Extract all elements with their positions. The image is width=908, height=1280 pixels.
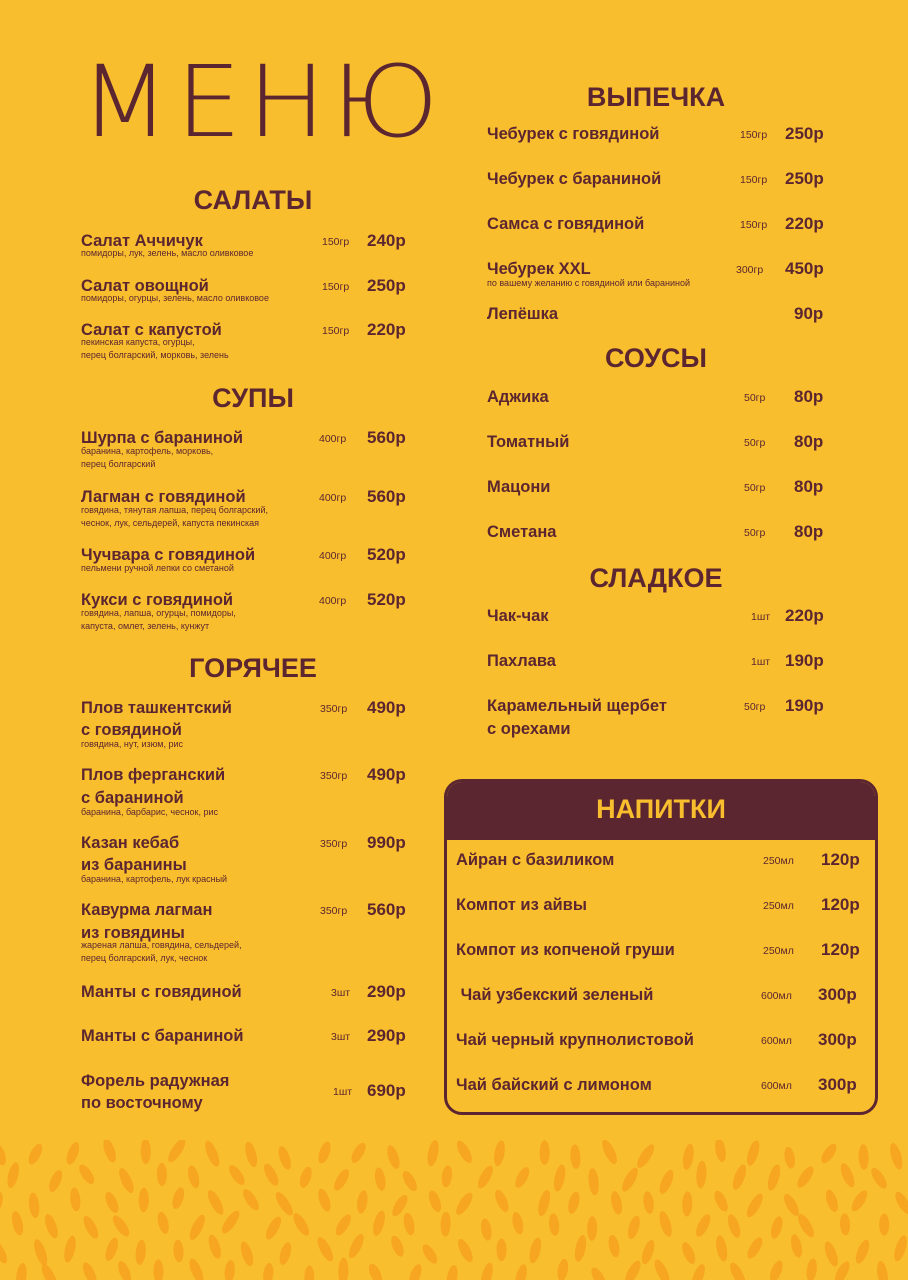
rice-grain-decoration: [349, 1141, 369, 1165]
rice-grain-decoration: [42, 1213, 60, 1240]
rice-grain-decoration: [693, 1212, 713, 1239]
rice-grain-decoration: [556, 1258, 570, 1280]
rice-grain-decoration: [689, 1262, 708, 1280]
rice-grain-decoration: [536, 1189, 553, 1217]
rice-grain-decoration: [548, 1213, 560, 1237]
rice-grain-decoration: [441, 1165, 454, 1188]
item-price: 290р: [367, 982, 406, 1001]
item-description: баранина, барбарис, чеснок, рис: [81, 807, 219, 817]
item-name: Плов ташкентский: [81, 699, 232, 717]
item-weight: 3шт: [331, 987, 351, 999]
rice-grain-decoration: [0, 1142, 8, 1167]
item-price: 990р: [367, 833, 406, 852]
item-name: Манты с бараниной: [81, 1027, 244, 1045]
item-weight: 50гр: [744, 437, 766, 449]
rice-grain-decoration: [440, 1211, 451, 1236]
item-name: Самса с говядиной: [487, 215, 645, 233]
section-salads-heading: САЛАТЫ: [193, 185, 313, 215]
rice-grain-decoration: [849, 1188, 870, 1214]
rice-grain-decoration: [139, 1188, 149, 1213]
item-description: перец болгарский, лук, чеснок: [81, 953, 208, 963]
rice-grain-decoration: [46, 1168, 64, 1193]
rice-grain-decoration: [277, 1241, 293, 1266]
rice-grain-decoration: [80, 1260, 99, 1280]
item-weight: 350гр: [320, 770, 348, 782]
rice-grain-decoration: [622, 1258, 643, 1280]
rice-grain-decoration: [769, 1215, 785, 1240]
rice-grain-decoration: [626, 1214, 643, 1240]
rice-grain-decoration: [712, 1189, 731, 1214]
item-price: 560р: [367, 428, 406, 447]
rice-grain-decoration: [573, 1234, 588, 1263]
rice-grain-decoration: [426, 1189, 443, 1214]
rice-grain-decoration: [400, 1169, 420, 1193]
rice-grain-decoration: [316, 1187, 333, 1213]
item-name: по восточному: [81, 1094, 203, 1112]
item-weight: 150гр: [322, 236, 350, 248]
rice-grain-decoration: [822, 1240, 840, 1268]
item-name: Чак-чак: [487, 607, 549, 625]
rice-grain-decoration: [455, 1237, 476, 1264]
rice-grain-decoration: [513, 1165, 533, 1190]
item-name: Казан кебаб: [81, 834, 180, 852]
item-name: Пахлава: [487, 652, 556, 670]
item-name: Лагман с говядиной: [81, 488, 246, 506]
rice-grain-decoration: [879, 1214, 889, 1236]
item-price: 220р: [785, 214, 824, 233]
item-volume: 250мл: [763, 945, 794, 957]
rice-grain-decoration: [599, 1140, 620, 1166]
rice-grain-decoration: [81, 1214, 102, 1241]
rice-grain-decoration: [170, 1186, 186, 1210]
rice-grain-decoration: [226, 1163, 247, 1188]
item-volume: 600мл: [761, 1035, 792, 1047]
grain-pattern-decoration: [0, 1140, 908, 1280]
rice-grain-decoration: [642, 1191, 655, 1215]
rice-grain-decoration: [224, 1260, 236, 1280]
rice-grain-decoration: [31, 1238, 49, 1267]
rice-grain-decoration: [0, 1191, 5, 1216]
item-weight: 1шт: [751, 611, 771, 623]
rice-grain-decoration: [333, 1212, 354, 1238]
item-name: Лепёшка: [487, 305, 559, 323]
rice-grain-decoration: [853, 1238, 872, 1265]
rice-grain-decoration: [818, 1141, 839, 1165]
rice-grain-decoration: [513, 1263, 529, 1280]
item-name: Плов ферганский: [81, 766, 226, 784]
item-price: 520р: [367, 590, 406, 609]
rice-grain-decoration: [316, 1140, 333, 1165]
rice-grain-decoration: [587, 1168, 600, 1196]
rice-grain-decoration: [116, 1166, 136, 1195]
rice-grain-decoration: [64, 1140, 82, 1166]
item-price: 250р: [785, 169, 824, 188]
item-name: Чебурек с говядиной: [487, 125, 660, 143]
rice-grain-decoration: [540, 1140, 550, 1165]
item-name: Компот из копченой груши: [456, 941, 675, 959]
item-weight: 50гр: [744, 392, 766, 404]
item-weight: 150гр: [740, 219, 768, 231]
item-name: Компот из айвы: [456, 896, 587, 914]
item-description: помидоры, огурцы, зелень, масло оливковое: [81, 293, 269, 303]
section-sweet-heading: СЛАДКОЕ: [589, 563, 723, 593]
item-weight: 400гр: [319, 492, 347, 504]
rice-grain-decoration: [478, 1261, 495, 1280]
rice-grain-decoration: [426, 1140, 441, 1167]
rice-grain-decoration: [39, 1262, 61, 1280]
item-name: с говядиной: [81, 721, 182, 739]
rice-grain-decoration: [713, 1140, 727, 1163]
item-name: Мацони: [487, 478, 551, 496]
item-volume: 600мл: [761, 990, 792, 1002]
item-weight: 350гр: [320, 703, 348, 715]
item-price: 80р: [794, 432, 824, 451]
rice-grain-decoration: [875, 1260, 889, 1280]
item-name: Карамельный щербет: [487, 697, 667, 715]
rice-grain-decoration: [445, 1264, 459, 1280]
rice-grain-decoration: [725, 1213, 742, 1240]
item-name: Форель радужная: [81, 1072, 230, 1090]
item-price: 560р: [367, 487, 406, 506]
rice-grain-decoration: [552, 1164, 567, 1193]
rice-grain-decoration: [76, 1162, 97, 1186]
rice-grain-decoration: [824, 1188, 841, 1213]
rice-grain-decoration: [570, 1144, 582, 1169]
rice-grain-decoration: [795, 1212, 817, 1240]
rice-grain-decoration: [103, 1190, 121, 1215]
rice-grain-decoration: [420, 1242, 440, 1266]
item-weight: 300гр: [736, 264, 764, 276]
rice-grain-decoration: [652, 1257, 673, 1280]
item-name: Чай узбекский зеленый: [456, 986, 654, 1004]
rice-grain-decoration: [639, 1238, 657, 1265]
rice-grain-decoration: [454, 1140, 475, 1165]
rice-grain-decoration: [165, 1140, 188, 1165]
rice-grain-decoration: [695, 1160, 707, 1188]
rice-grain-decoration: [682, 1191, 693, 1217]
item-price: 90р: [794, 304, 824, 323]
rice-grain-decoration: [373, 1167, 387, 1192]
rice-grain-decoration: [338, 1257, 349, 1280]
rice-grain-decoration: [730, 1163, 748, 1191]
item-name: Чучвара с говядиной: [81, 546, 256, 564]
item-price: 300р: [818, 985, 857, 1004]
item-volume: 250мл: [763, 900, 794, 912]
item-weight: 1шт: [333, 1086, 353, 1098]
rice-grain-decoration: [781, 1192, 802, 1218]
rice-grain-decoration: [634, 1142, 657, 1170]
rice-grain-decoration: [69, 1187, 81, 1212]
item-description: баранина, картофель, морковь,: [81, 446, 214, 456]
item-price: 250р: [785, 124, 824, 143]
rice-grain-decoration: [103, 1236, 121, 1262]
rice-grain-decoration: [492, 1140, 506, 1167]
item-description: пельмени ручной лепки со сметаной: [81, 563, 234, 573]
rice-grain-decoration: [389, 1234, 407, 1258]
item-weight: 150гр: [740, 174, 768, 186]
item-price: 80р: [794, 387, 824, 406]
rice-grain-decoration: [566, 1190, 582, 1215]
item-description: говядина, нут, изюм, рис: [81, 739, 184, 749]
rice-grain-decoration: [263, 1214, 284, 1241]
rice-grain-decoration: [402, 1212, 417, 1236]
rice-grain-decoration: [511, 1211, 526, 1235]
section-sauces-heading: СОУСЫ: [605, 343, 707, 373]
rice-grain-decoration: [187, 1257, 206, 1280]
rice-grain-decoration: [262, 1262, 275, 1280]
rice-grain-decoration: [187, 1213, 208, 1242]
item-weight: 400гр: [319, 550, 347, 562]
item-name: с бараниной: [81, 789, 184, 807]
item-description: баранина, картофель, лук красный: [81, 874, 228, 884]
rice-grain-decoration: [858, 1144, 869, 1170]
item-description: жареная лапша, говядина, сельдерей,: [81, 940, 242, 950]
item-volume: 250мл: [763, 855, 794, 867]
rice-grain-decoration: [607, 1234, 622, 1258]
item-name: Чай черный крупнолистовой: [456, 1031, 694, 1049]
item-volume: 600мл: [761, 1080, 792, 1092]
rice-grain-decoration: [789, 1233, 804, 1258]
rice-grain-decoration: [657, 1210, 674, 1238]
rice-grain-decoration: [202, 1140, 222, 1168]
rice-grain-decoration: [28, 1192, 41, 1219]
rice-grain-decoration: [5, 1161, 21, 1189]
rice-grain-decoration: [838, 1161, 857, 1189]
rice-grain-decoration: [745, 1235, 766, 1261]
item-name: с орехами: [487, 720, 571, 738]
rice-grain-decoration: [346, 1232, 367, 1260]
item-name: Кавурма лагман: [81, 901, 213, 919]
item-price: 240р: [367, 231, 406, 250]
rice-grain-decoration: [868, 1165, 889, 1190]
item-weight: 3шт: [331, 1031, 351, 1043]
item-name: Чай байский с лимоном: [456, 1076, 652, 1094]
item-weight: 350гр: [320, 905, 348, 917]
rice-grain-decoration: [888, 1142, 905, 1171]
rice-grain-decoration: [657, 1168, 676, 1196]
item-name: Манты с говядиной: [81, 983, 242, 1001]
rice-grain-decoration: [15, 1262, 28, 1280]
rice-grain-decoration: [205, 1188, 227, 1217]
rice-grain-decoration: [110, 1213, 132, 1239]
item-price: 490р: [367, 698, 406, 717]
rice-grain-decoration: [298, 1165, 314, 1189]
rice-grain-decoration: [186, 1164, 201, 1189]
rice-grain-decoration: [681, 1143, 695, 1171]
rice-grain-decoration: [588, 1265, 609, 1280]
item-name: Томатный: [487, 433, 570, 451]
item-description: пекинская капуста, огурцы,: [81, 337, 195, 347]
rice-grain-decoration: [497, 1239, 507, 1262]
rice-grain-decoration: [276, 1145, 293, 1172]
rice-grain-decoration: [680, 1240, 698, 1265]
item-price: 220р: [367, 320, 406, 339]
item-weight: 1шт: [751, 656, 771, 668]
item-price: 520р: [367, 545, 406, 564]
item-price: 80р: [794, 522, 824, 541]
item-description: капуста, омлет, зелень, кунжут: [81, 621, 210, 631]
rice-grain-decoration: [765, 1163, 782, 1192]
rice-grain-decoration: [153, 1259, 163, 1280]
rice-grain-decoration: [783, 1146, 797, 1169]
rice-grain-decoration: [261, 1162, 281, 1188]
rice-grain-decoration: [304, 1265, 314, 1280]
drinks-header: [447, 782, 875, 840]
item-price: 190р: [785, 651, 824, 670]
rice-grain-decoration: [115, 1259, 133, 1280]
rice-grain-decoration: [356, 1190, 370, 1215]
rice-grain-decoration: [62, 1235, 78, 1264]
item-name: Салат овощной: [81, 277, 209, 295]
rice-grain-decoration: [492, 1188, 511, 1214]
item-name: Чебурек с бараниной: [487, 170, 662, 188]
rice-grain-decoration: [839, 1213, 850, 1235]
item-price: 690р: [367, 1081, 406, 1100]
rice-grain-decoration: [475, 1164, 496, 1191]
rice-grain-decoration: [892, 1190, 908, 1217]
item-weight: 150гр: [322, 325, 350, 337]
rice-grain-decoration: [587, 1216, 597, 1241]
item-description: говядина, лапша, огурцы, помидоры,: [81, 608, 236, 618]
rice-grain-decoration: [238, 1240, 255, 1268]
rice-grain-decoration: [156, 1211, 171, 1235]
rice-grain-decoration: [609, 1190, 624, 1216]
rice-grain-decoration: [315, 1235, 337, 1264]
rice-grain-decoration: [173, 1239, 185, 1262]
item-price: 120р: [821, 850, 860, 869]
item-weight: 400гр: [319, 595, 347, 607]
item-description: перец болгарский, морковь, зелень: [81, 350, 229, 360]
item-weight: 50гр: [744, 527, 766, 539]
rice-grain-decoration: [366, 1262, 385, 1280]
rice-grain-decoration: [10, 1210, 25, 1236]
menu-title: МЕНЮ: [80, 44, 445, 160]
item-name: Аджика: [487, 388, 549, 406]
item-name: Салат Аччичук: [81, 232, 203, 250]
item-description: по вашему желанию с говядиной или бараниной: [487, 278, 691, 288]
rice-grain-decoration: [157, 1163, 167, 1187]
rice-grain-decoration: [134, 1239, 147, 1265]
rice-grain-decoration: [714, 1234, 729, 1262]
item-price: 220р: [785, 606, 824, 625]
item-description: чеснок, лук, сельдерей, капуста пекинская: [81, 518, 260, 528]
item-weight: 150гр: [740, 129, 768, 141]
rice-grain-decoration: [619, 1165, 641, 1193]
rice-grain-decoration: [407, 1263, 424, 1280]
rice-grain-decoration: [453, 1190, 475, 1217]
item-price: 120р: [821, 940, 860, 959]
rice-grain-decoration: [101, 1140, 119, 1164]
item-description: говядина, тянутая лапша, перец болгарский,: [81, 505, 268, 515]
item-price: 250р: [367, 276, 406, 295]
rice-grain-decoration: [0, 1238, 10, 1266]
item-name: Сметана: [487, 523, 557, 541]
item-name: Кукси с говядиной: [81, 591, 234, 609]
rice-grain-decoration: [290, 1211, 312, 1238]
item-name: Салат с капустой: [81, 321, 222, 339]
item-weight: 150гр: [322, 281, 350, 293]
rice-grain-decoration: [805, 1258, 818, 1280]
item-name: из баранины: [81, 856, 187, 874]
item-name: Айран с базиликом: [456, 851, 615, 869]
item-name: Шурпа с бараниной: [81, 429, 244, 447]
section-drinks-heading: НАПИТКИ: [596, 794, 726, 824]
item-description: перец болгарский: [81, 459, 156, 469]
rice-grain-decoration: [744, 1191, 766, 1219]
rice-grain-decoration: [892, 1234, 908, 1263]
item-price: 490р: [367, 765, 406, 784]
rice-grain-decoration: [243, 1141, 259, 1169]
rice-grain-decoration: [727, 1260, 748, 1280]
item-price: 560р: [367, 900, 406, 919]
rice-grain-decoration: [240, 1187, 262, 1213]
rice-grain-decoration: [206, 1233, 223, 1260]
item-weight: 400гр: [319, 433, 347, 445]
rice-grain-decoration: [479, 1218, 493, 1242]
rice-grain-decoration: [273, 1190, 296, 1218]
item-weight: 50гр: [744, 482, 766, 494]
rice-grain-decoration: [745, 1140, 762, 1167]
rice-grain-decoration: [527, 1237, 543, 1265]
rice-grain-decoration: [26, 1142, 45, 1166]
drinks-panel: [444, 779, 878, 1115]
rice-grain-decoration: [385, 1144, 402, 1171]
rice-grain-decoration: [767, 1259, 785, 1280]
item-price: 190р: [785, 696, 824, 715]
rice-grain-decoration: [140, 1140, 150, 1164]
item-price: 120р: [821, 895, 860, 914]
item-price: 300р: [818, 1030, 857, 1049]
section-hot-heading: ГОРЯЧЕЕ: [189, 653, 317, 683]
section-soups-heading: СУПЫ: [212, 383, 294, 413]
section-pastry-heading: ВЫПЕЧКА: [586, 82, 726, 112]
item-price: 80р: [794, 477, 824, 496]
item-price: 300р: [818, 1075, 857, 1094]
rice-grain-decoration: [371, 1209, 387, 1237]
item-price: 450р: [785, 259, 824, 278]
item-weight: 50гр: [744, 701, 766, 713]
rice-grain-decoration: [794, 1164, 816, 1190]
rice-grain-decoration: [331, 1167, 352, 1193]
item-name: из говядины: [81, 924, 185, 942]
item-name: Чебурек XXL: [487, 260, 591, 278]
item-weight: 350гр: [320, 838, 348, 850]
item-description: помидоры, лук, зелень, масло оливковое: [81, 248, 254, 258]
item-price: 290р: [367, 1026, 406, 1045]
